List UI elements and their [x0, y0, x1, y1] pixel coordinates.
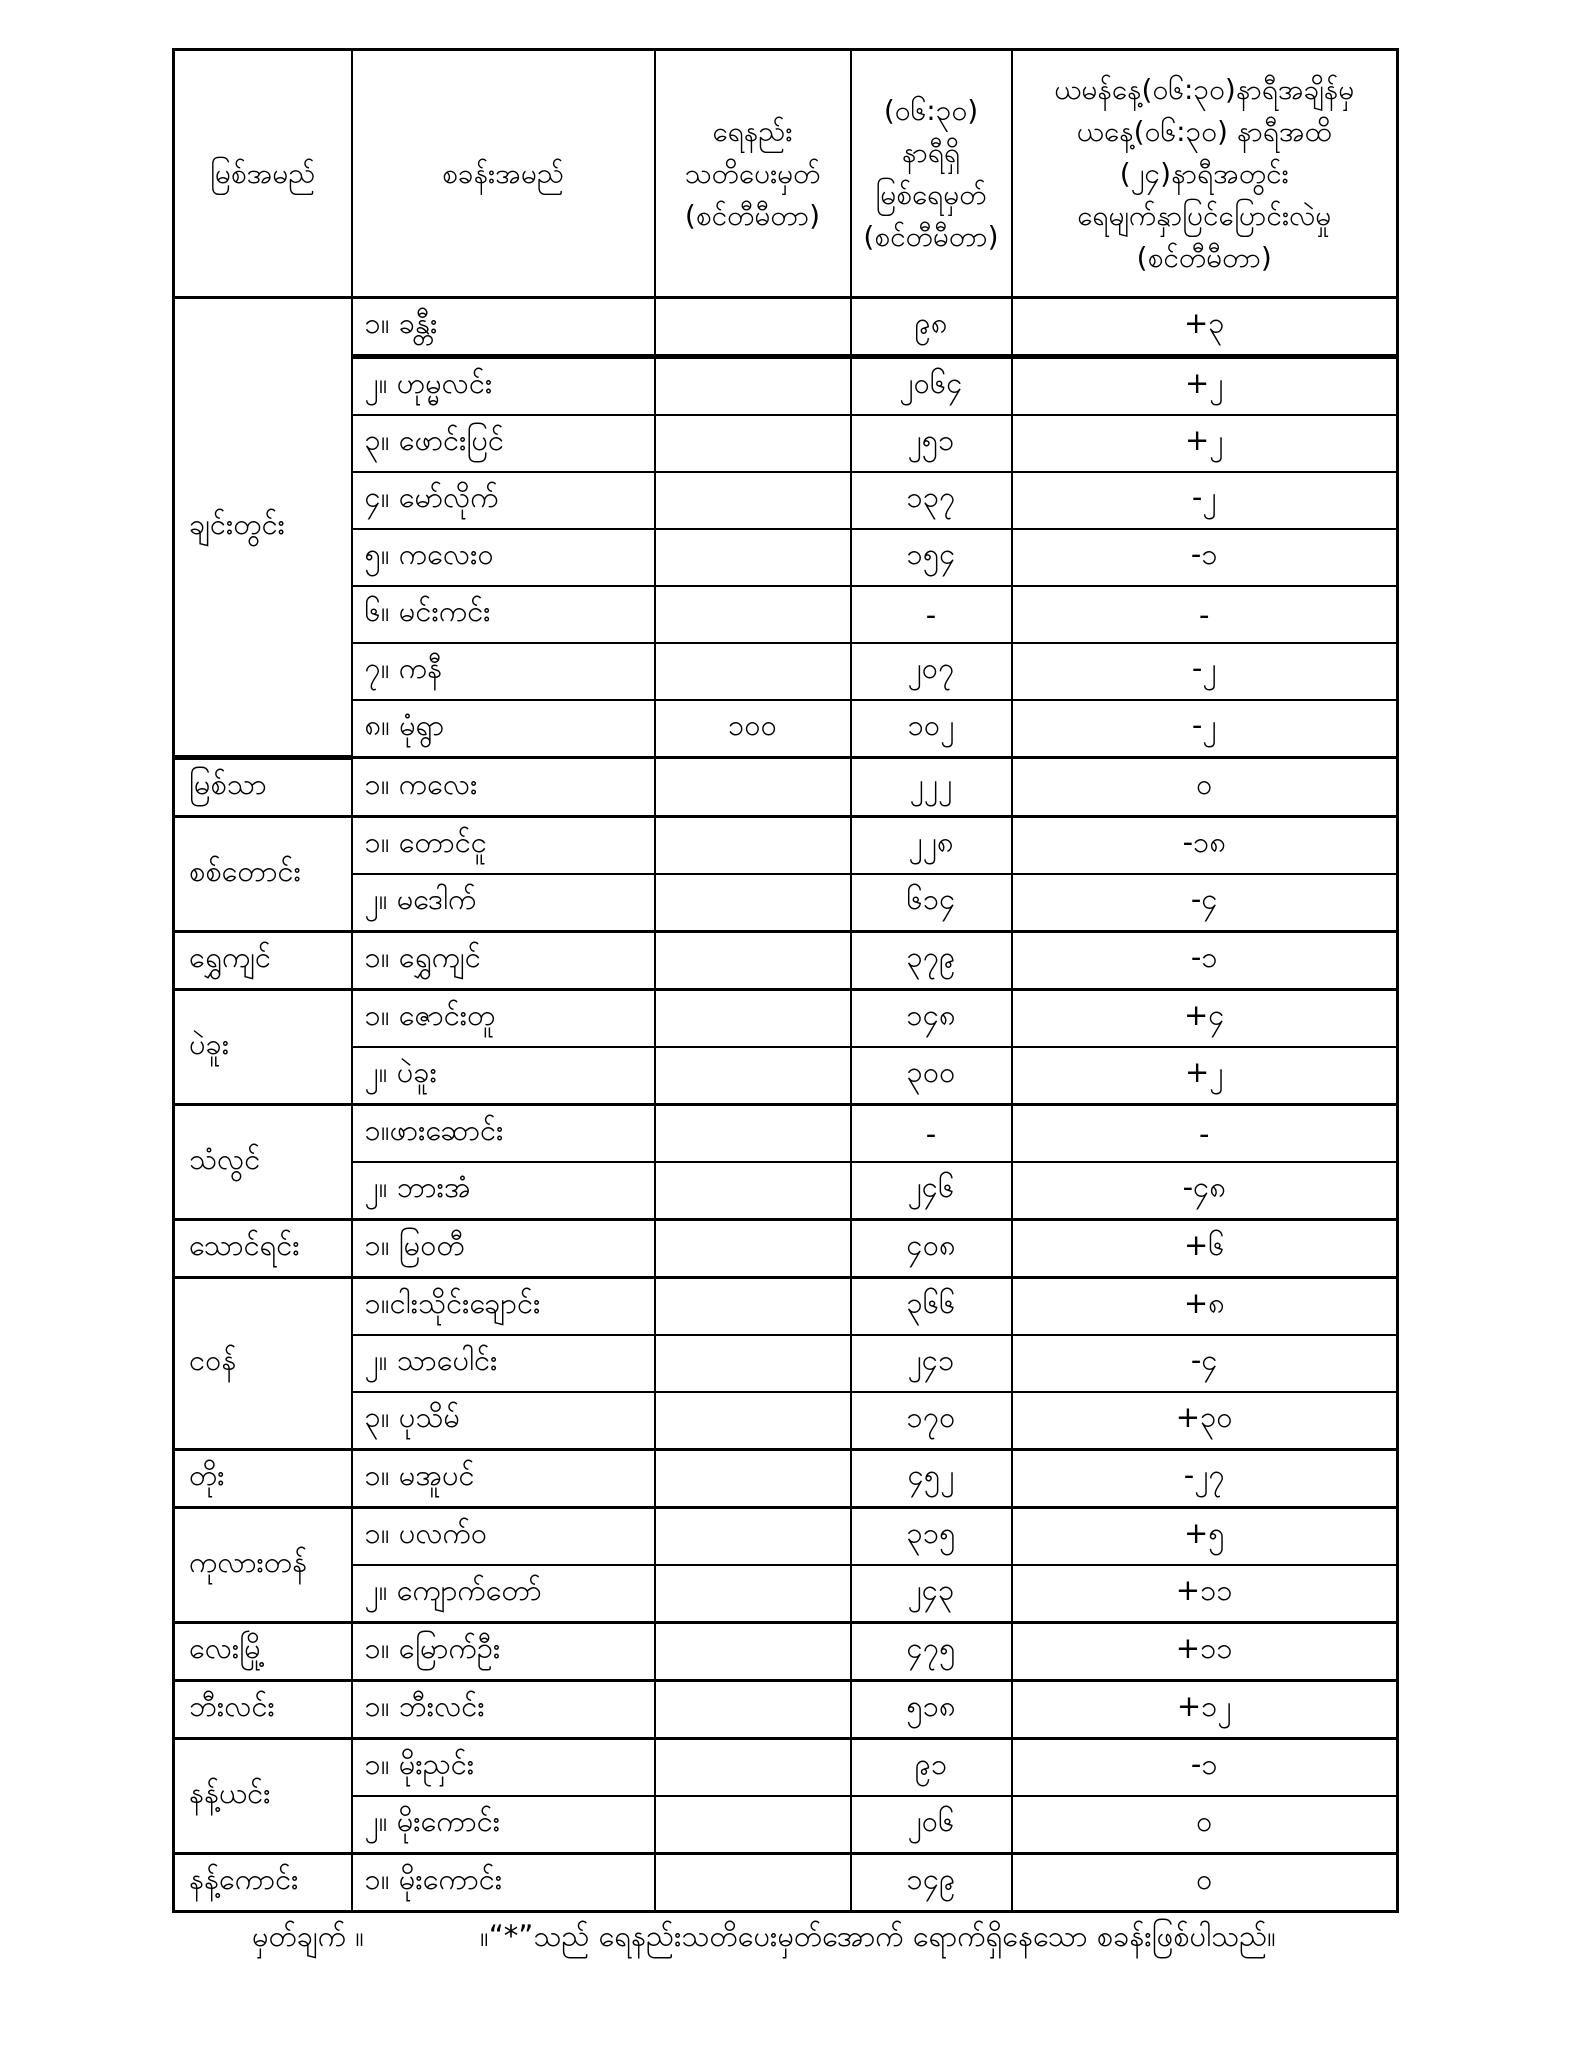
change-24h-cell: ၀	[1012, 758, 1398, 817]
station-name-cell: ၁။ဖားဆောင်း	[352, 1105, 655, 1163]
river-name-cell: စစ်တောင်း	[174, 817, 352, 932]
table-row	[174, 1681, 1398, 1739]
table-row	[174, 1047, 1398, 1105]
river-name-cell: သောင်ရင်း	[174, 1220, 352, 1278]
station-name-cell: ၁။ငါးသိုင်းချောင်း	[352, 1278, 655, 1336]
warning-mark-cell	[655, 1105, 851, 1163]
water-level-cell: ၄၅၂	[851, 1450, 1012, 1508]
river-name-cell: သံလွင်	[174, 1105, 352, 1220]
change-24h-cell: ၀	[1012, 1854, 1398, 1912]
station-name-cell: ၂။ ပဲခူး	[352, 1047, 655, 1105]
warning-mark-cell	[655, 1162, 851, 1220]
water-level-cell: ၅၁၈	[851, 1681, 1012, 1739]
station-name-cell: ၇။ ကနီ	[352, 643, 655, 700]
change-24h-cell: ၀	[1012, 1796, 1398, 1854]
header-cell-river-name: မြစ်အမည်	[174, 50, 352, 298]
water-level-cell: ၂၀၆	[851, 1796, 1012, 1854]
table-body	[174, 298, 1398, 1912]
change-24h-cell: +၁၁	[1012, 1623, 1398, 1681]
table-row	[174, 817, 1398, 875]
table-row	[174, 415, 1398, 472]
water-level-cell: ၂၅၁	[851, 415, 1012, 472]
water-level-cell: ၉၈	[851, 298, 1012, 357]
station-name-cell: ၈။ မုံရွာ	[352, 700, 655, 758]
water-level-cell: ၁၄၉	[851, 1854, 1012, 1912]
footnote	[172, 1908, 1396, 1968]
warning-mark-cell: ၁၀၀	[655, 700, 851, 758]
station-name-cell: ၅။ ကလေးဝ	[352, 529, 655, 586]
table-row	[174, 1854, 1398, 1912]
warning-mark-cell	[655, 1278, 851, 1336]
table-row	[174, 932, 1398, 990]
station-name-cell: ၁။ ဇောင်းတူ	[352, 990, 655, 1048]
change-24h-cell: +၄	[1012, 990, 1398, 1048]
station-name-cell: ၂။ သာပေါင်း	[352, 1335, 655, 1392]
warning-mark-cell	[655, 357, 851, 416]
water-level-cell: -	[851, 586, 1012, 643]
warning-mark-cell	[655, 1392, 851, 1450]
warning-mark-cell	[655, 758, 851, 817]
station-name-cell: ၆။ မင်းကင်း	[352, 586, 655, 643]
table-header	[174, 50, 1398, 298]
table-row	[174, 1162, 1398, 1220]
warning-mark-cell	[655, 586, 851, 643]
warning-mark-cell	[655, 1623, 851, 1681]
station-name-cell: ၄။ မော်လိုက်	[352, 472, 655, 529]
station-name-cell: ၁။ ရွှေကျင်	[352, 932, 655, 990]
warning-mark-cell	[655, 1450, 851, 1508]
water-level-report	[172, 48, 1396, 1913]
change-24h-cell: +၃၀	[1012, 1392, 1398, 1450]
warning-mark-cell	[655, 472, 851, 529]
river-name-cell: ရွှေကျင်	[174, 932, 352, 990]
station-name-cell: ၃။ ဖောင်းပြင်	[352, 415, 655, 472]
station-name-cell: ၂။ မိုးကောင်း	[352, 1796, 655, 1854]
water-level-cell: ၃၇၉	[851, 932, 1012, 990]
warning-mark-cell	[655, 1796, 851, 1854]
river-name-cell: ငဝန်	[174, 1278, 352, 1450]
change-24h-cell: +၂	[1012, 415, 1398, 472]
change-24h-cell: +၁၁	[1012, 1565, 1398, 1623]
river-water-level-table	[172, 48, 1399, 1913]
river-name-cell: ချင်းတွင်း	[174, 298, 352, 758]
header-cell-24h-change: ယမန်နေ့(၀၆:၃၀)နာရီအချိန်မှ ယနေ့(၀၆:၃၀) နာရီအထိ (၂၄)နာရီအတွင်း ရေမျက်နှာပြင်ပြောင်းလဲမှု (စင်တီမီတာ)	[1012, 50, 1398, 298]
change-24h-cell: +၈	[1012, 1278, 1398, 1336]
warning-mark-cell	[655, 1220, 851, 1278]
change-24h-cell: -၂	[1012, 472, 1398, 529]
river-name-cell: ပဲခူး	[174, 990, 352, 1105]
warning-mark-cell	[655, 643, 851, 700]
river-name-cell: တိုး	[174, 1450, 352, 1508]
footnote-label: မှတ်ချက် ။	[252, 1919, 365, 1953]
footnote-text: ။“*”သည် ရေနည်းသတိပေးမှတ်အောက် ရောက်ရှိနေသော စခန်းဖြစ်ပါသည်။	[480, 1919, 1276, 1953]
change-24h-cell: -၄	[1012, 1335, 1398, 1392]
change-24h-cell: +၁၂	[1012, 1681, 1398, 1739]
water-level-cell: -	[851, 1105, 1012, 1163]
change-24h-cell: -၂	[1012, 643, 1398, 700]
table-row	[174, 1739, 1398, 1797]
warning-mark-cell	[655, 415, 851, 472]
water-level-cell: ၂၀၇	[851, 643, 1012, 700]
change-24h-cell: -၄၈	[1012, 1162, 1398, 1220]
water-level-cell: ၃၁၅	[851, 1508, 1012, 1566]
change-24h-cell: -၁	[1012, 529, 1398, 586]
table-row	[174, 1796, 1398, 1854]
warning-mark-cell	[655, 1565, 851, 1623]
table-row	[174, 758, 1398, 817]
water-level-cell: ၃၀၀	[851, 1047, 1012, 1105]
change-24h-cell: -၂	[1012, 700, 1398, 758]
table-row	[174, 586, 1398, 643]
table-row	[174, 298, 1398, 357]
header-cell-low-water-warning-mark: ရေနည်း သတိပေးမှတ် (စင်တီမီတာ)	[655, 50, 851, 298]
change-24h-cell: -၂၇	[1012, 1450, 1398, 1508]
station-name-cell: ၁။ မအူပင်	[352, 1450, 655, 1508]
change-24h-cell: -၄	[1012, 874, 1398, 932]
station-name-cell: ၂။ မဒေါက်	[352, 874, 655, 932]
station-name-cell: ၂။ ကျောက်တော်	[352, 1565, 655, 1623]
table-row	[174, 1278, 1398, 1336]
station-name-cell: ၁။ ဘီးလင်း	[352, 1681, 655, 1739]
water-level-cell: ၆၁၄	[851, 874, 1012, 932]
table-row	[174, 472, 1398, 529]
warning-mark-cell	[655, 1854, 851, 1912]
station-name-cell: ၁။ ကလေး	[352, 758, 655, 817]
change-24h-cell: -၁	[1012, 1739, 1398, 1797]
table-row	[174, 1335, 1398, 1392]
table-row	[174, 357, 1398, 416]
change-24h-cell: -	[1012, 586, 1398, 643]
station-name-cell: ၁။ မိုးညှင်း	[352, 1739, 655, 1797]
river-name-cell: မြစ်သာ	[174, 758, 352, 817]
water-level-cell: ၂၄၁	[851, 1335, 1012, 1392]
river-name-cell: လေးမြို့	[174, 1623, 352, 1681]
table-row	[174, 1220, 1398, 1278]
warning-mark-cell	[655, 932, 851, 990]
water-level-cell: ၂၀၆၄	[851, 357, 1012, 416]
warning-mark-cell	[655, 990, 851, 1048]
table-row	[174, 1450, 1398, 1508]
table-row	[174, 1565, 1398, 1623]
warning-mark-cell	[655, 298, 851, 357]
warning-mark-cell	[655, 1681, 851, 1739]
water-level-cell: ၄၇၅	[851, 1623, 1012, 1681]
header-cell-station-name: စခန်းအမည်	[352, 50, 655, 298]
river-name-cell: ဘီးလင်း	[174, 1681, 352, 1739]
station-name-cell: ၁။ မြောက်ဦး	[352, 1623, 655, 1681]
station-name-cell: ၁။ ပလက်ဝ	[352, 1508, 655, 1566]
station-name-cell: ၁။ မိုးကောင်း	[352, 1854, 655, 1912]
change-24h-cell: +၂	[1012, 1047, 1398, 1105]
header-row	[174, 50, 1398, 298]
water-level-cell: ၁၇၀	[851, 1392, 1012, 1450]
station-name-cell: ၁။ ခန္တီး	[352, 298, 655, 357]
warning-mark-cell	[655, 529, 851, 586]
warning-mark-cell	[655, 874, 851, 932]
warning-mark-cell	[655, 1335, 851, 1392]
water-level-cell: ၃၆၆	[851, 1278, 1012, 1336]
table-row	[174, 1105, 1398, 1163]
change-24h-cell: +၅	[1012, 1508, 1398, 1566]
station-name-cell: ၂။ ဟုမ္မလင်း	[352, 357, 655, 416]
water-level-cell: ၁၀၂	[851, 700, 1012, 758]
warning-mark-cell	[655, 1047, 851, 1105]
change-24h-cell: -၁	[1012, 932, 1398, 990]
water-level-cell: ၁၅၄	[851, 529, 1012, 586]
station-name-cell: ၃။ ပုသိမ်	[352, 1392, 655, 1450]
warning-mark-cell	[655, 1739, 851, 1797]
river-name-cell: နန့်ယင်း	[174, 1739, 352, 1854]
station-name-cell: ၁။ တောင်ငူ	[352, 817, 655, 875]
station-name-cell: ၂။ ဘားအံ	[352, 1162, 655, 1220]
table-row	[174, 990, 1398, 1048]
table-row	[174, 874, 1398, 932]
water-level-cell: ၉၁	[851, 1739, 1012, 1797]
table-row	[174, 1392, 1398, 1450]
river-name-cell: ကုလားတန်	[174, 1508, 352, 1623]
table-row	[174, 529, 1398, 586]
change-24h-cell: -၁၈	[1012, 817, 1398, 875]
station-name-cell: ၁။ မြဝတီ	[352, 1220, 655, 1278]
change-24h-cell: +၆	[1012, 1220, 1398, 1278]
river-name-cell: နန့်ကောင်း	[174, 1854, 352, 1912]
change-24h-cell: +၂	[1012, 357, 1398, 416]
warning-mark-cell	[655, 817, 851, 875]
water-level-cell: ၁၃၇	[851, 472, 1012, 529]
water-level-cell: ၂၂၈	[851, 817, 1012, 875]
change-24h-cell: +၃	[1012, 298, 1398, 357]
table-row	[174, 700, 1398, 758]
water-level-cell: ၂၂၂	[851, 758, 1012, 817]
table-row	[174, 643, 1398, 700]
water-level-cell: ၁၄၈	[851, 990, 1012, 1048]
table-row	[174, 1508, 1398, 1566]
header-cell-water-level-0630: (၀၆:၃၀) နာရီရှိ မြစ်ရေမှတ် (စင်တီမီတာ)	[851, 50, 1012, 298]
water-level-cell: ၂၄၃	[851, 1565, 1012, 1623]
warning-mark-cell	[655, 1508, 851, 1566]
change-24h-cell: -	[1012, 1105, 1398, 1163]
water-level-cell: ၄၀၈	[851, 1220, 1012, 1278]
water-level-cell: ၂၄၆	[851, 1162, 1012, 1220]
table-row	[174, 1623, 1398, 1681]
